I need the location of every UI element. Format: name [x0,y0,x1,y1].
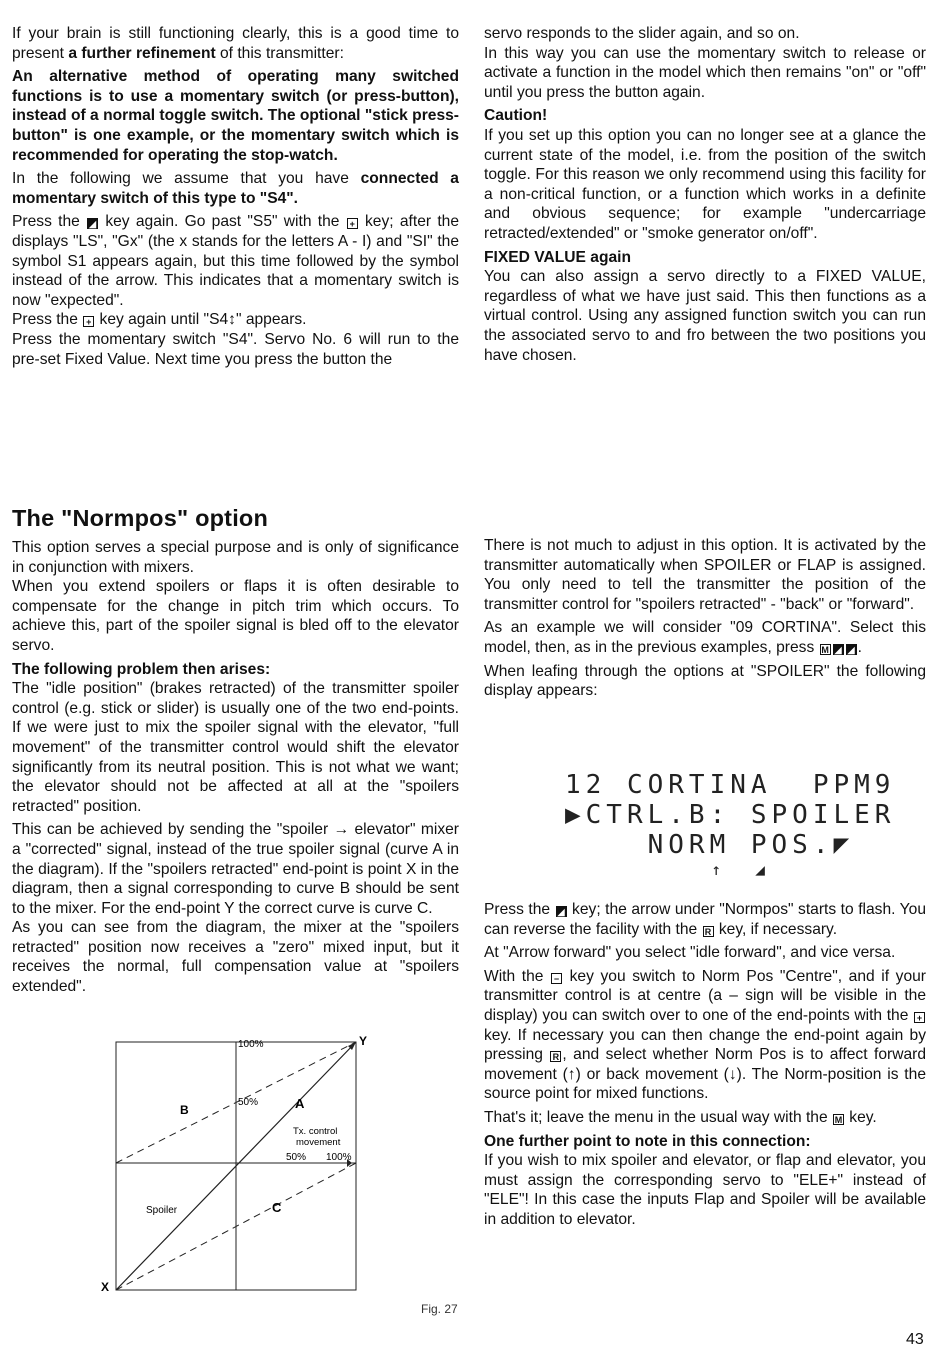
arrow-forward-paragraph: At "Arrow forward" you select "idle forward", and vice versa. [484,944,896,962]
minus-key-icon: − [551,973,562,984]
bottom-right-column-continued [484,900,926,1234]
plus-key-icon: + [347,218,358,229]
label-a: A [295,1096,305,1111]
lcd-line-1: 12 CORTINA PPM9 [565,770,896,800]
adjust-paragraph: There is not much to adjust in this option. It is activated by the transmitter automatically when SPOILER or FLAP is assigned. You only need to tell the transmitter the position of the transmitter control for "spoilers retracted" - "back" or "forward". [484,537,926,613]
norm-pos-centre-paragraph: With the − key you switch to Norm Pos "Centre", and if your transmitter control is at centre (a – sign will be visible in the display) you can switch over to one of the end-points with the + key. If necessary you can then change the end-point again by pressing R , and select whether Norm Pos is to affect forward movement (↑) or back movement (↓). The Norm-position is the source point for mixed functions. [484,967,927,1103]
further-point-paragraph: If you wish to mix spoiler and elevator, or flap and elevator, you must assign the corresponding servo to "ELE+" instead of "ELE"! In this case the inputs Flap and Spoiler will be available in addition to elevator. [484,1152,926,1228]
press-key-paragraph: Press the ◢ key again. Go past "S5" with the + key; after the displays "LS", "Gx" (the x stands for the letters A - I) and "SI" the symbol S1 appears again, but this time followed by the symbol instead of the arrow. This indicates that a momentary switch is now "expected". [12,213,459,309]
label-spoiler: Spoiler [146,1205,178,1216]
label-x: X [101,1280,110,1294]
intro-paragraph: If your brain is still functioning clearly, this is a good time to present a further refinement of this transmitter: [12,25,459,62]
alternative-method-paragraph: An alternative method of operating many switched functions is to use a momentary switch (or press-button), instead of a normal toggle switch. The optional "stick press-button" is one example, or the momentary switch which is recommended for operating the stop-watch. [12,68,459,164]
m-key-icon: M [834,1114,843,1125]
label-100-axis: 100% [326,1152,352,1163]
plus-key-icon: + [914,1012,925,1023]
fixed-value-heading: FIXED VALUE again [484,248,632,266]
m-key-icon: M [821,644,829,655]
label-50-axis: 50% [286,1152,307,1163]
label-tx-1: Tx. control [293,1126,338,1137]
plus-key-icon: + [83,316,94,327]
bottom-right-column [484,536,926,705]
press-plus-paragraph: Press the + key again until "S4↕" appears. [12,311,307,329]
further-point-heading: One further point to note in this connection: [484,1132,811,1150]
caution-heading: Caution! [484,107,548,125]
top-right-column [484,24,926,369]
enter-key-icon: ◢ [556,906,567,917]
label-50-top: 50% [238,1097,259,1108]
lcd-line-3: NORM POS.◤ [565,830,855,860]
r-key-icon: R [703,926,714,937]
leafing-paragraph: When leafing through the options at "SPOILER" the following display appears: [484,662,926,700]
mixer-paragraph: As you can see from the diagram, the mixer at the "spoilers retracted" position now receives a "zero" mixed input, but it receives the normal, full compensation value at "spoilers extended". [12,919,459,996]
solution-paragraph: This can be achieved by sending the "spoiler → elevator" mixer a "corrected" signal, instead of the true spoiler signal (curve A in the diagram). If the "spoilers retracted" end-point is point X in the diagram, then a signal corresponding to curve B should be sent to the mixer. For the end-point Y the correct curve is curve C. [12,821,459,917]
momentary-usage-paragraph: In this way you can use the momentary switch to release or activate a function in the model which then remains "on" or "off" until you press the button again. [484,44,926,101]
problem-paragraph: The "idle position" (brakes retracted) of the transmitter spoiler control (e.g. stick or slider) is usually one of the two end-points. If we were just to mix the spoiler signal with the elevator, "full movement" of the transmitter control would shift the elevator significantly from its neutral position. This is not what we want; the elevator should not be affected at all at the "spoilers retracted" position. [12,680,459,815]
problem-heading: The following problem then arises: [12,660,271,678]
figure-caption: Fig. 27 [421,1302,458,1316]
select-key-icon: ◢ [87,218,98,229]
caution-paragraph: If you set up this option you can no longer see at a glance the current state of the model, i.e. from the position of the switch toggle. For this reason we only recommend using this facility for a non-critical function, or a function which works in a definite and obvious sequence; for example "undercarriage retracted/extended" or "smoke generator on/off". [484,126,926,242]
normpos-intro-paragraph: This option serves a special purpose and is only of significance in conjunction with mixers. [12,539,459,576]
servo-responds-line: servo responds to the slider again, and so on. [484,25,800,42]
label-y: Y [359,1034,368,1048]
spoiler-paragraph: When you extend spoilers or flaps it is often desirable to compensate for the change in pitch trim which occurs. To achieve this, part of the spoiler signal is bled off to the elevator servo. [12,578,459,654]
lcd-line-2: ▶CTRL.B: SPOILER [565,800,896,830]
lcd-display [565,770,896,880]
leave-menu-paragraph: That's it; leave the menu in the usual way with the M key. [484,1108,877,1126]
fixed-value-paragraph: You can also assign a servo directly to a FIXED VALUE, regardless of what we have just said. This then functions as a virtual control. Using any assigned function switch you can run the associated servo to and fro between the two positions you have chosen. [484,268,926,364]
label-c: C [272,1200,282,1215]
section-title: The "Normpos" option [12,505,269,531]
select-key-icon: ◢ [846,644,857,655]
bottom-left-column [12,538,459,1001]
top-left-column [12,24,459,373]
normpos-diagram [100,1030,380,1300]
assumption-paragraph: In the following we assume that you have connected a momentary switch of this type to "S4". [12,170,459,207]
label-100-top: 100% [238,1039,264,1050]
example-paragraph: As an example we will consider "09 CORTINA". Select this model, then, as in the previous examples, press M ◢ ◢ . [484,619,926,656]
page-number: 43 [906,1331,924,1348]
lcd-line-4: ↑ ◢ [565,860,770,879]
momentary-paragraph: Press the momentary switch "S4". Servo No. 6 will run to the pre-set Fixed Value. Next time you press the button the [12,330,459,368]
label-b: B [180,1103,189,1117]
select-key-icon: ◢ [833,644,844,655]
r-key-icon: R [550,1051,561,1062]
press-enter-paragraph: Press the ◢ key; the arrow under "Normpos" starts to flash. You can reverse the facility with the R key, if necessary. [484,901,926,938]
label-tx-2: movement [296,1137,341,1148]
